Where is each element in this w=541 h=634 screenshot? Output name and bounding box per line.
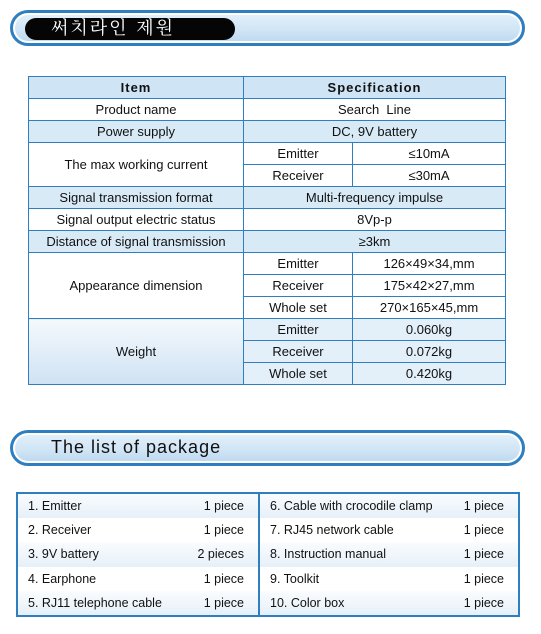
power-supply-value: DC, 9V battery: [244, 121, 506, 143]
weight-label: Weight: [29, 319, 244, 385]
item-name: 2. Receiver: [28, 523, 92, 538]
row-weight-emitter: [29, 319, 506, 341]
list-item: [260, 518, 518, 542]
max-current-receiver-value: ≤30mA: [353, 165, 506, 187]
list-item: [18, 591, 258, 615]
max-current-emitter-label: Emitter: [244, 143, 353, 165]
item-qty: 1 piece: [463, 595, 504, 610]
max-current-emitter-value: ≤10mA: [353, 143, 506, 165]
list-item: [18, 494, 258, 518]
package-banner-title: The list of package: [51, 437, 222, 457]
row-power-supply: [29, 121, 506, 143]
item-qty: 1 piece: [463, 571, 504, 586]
item-name: 10. Color box: [270, 595, 345, 610]
list-item: [18, 518, 258, 542]
package-banner: [10, 430, 525, 466]
package-column-right: [260, 494, 518, 615]
signal-output-value: 8Vp-p: [244, 209, 506, 231]
appearance-emitter-value: 126×49×34,mm: [353, 253, 506, 275]
signal-distance-value: ≥3km: [244, 231, 506, 253]
appearance-label: Appearance dimension: [29, 253, 244, 319]
item-name: 4. Earphone: [28, 571, 97, 586]
item-qty: 1 piece: [203, 523, 244, 538]
item-name: 6. Cable with crocodile clamp: [270, 499, 433, 513]
row-max-current-emitter: [29, 143, 506, 165]
appearance-whole-label: Whole set: [244, 297, 353, 319]
package-list: [16, 492, 520, 617]
row-signal-format: [29, 187, 506, 209]
max-current-label: The max working current: [29, 143, 244, 187]
item-qty: 1 piece: [463, 547, 504, 562]
item-name: 5. RJ11 telephone cable: [28, 595, 162, 610]
item-qty: 1 piece: [203, 595, 244, 610]
item-qty: 1 piece: [203, 499, 244, 513]
item-qty: 1 piece: [463, 499, 504, 513]
item-name: 3. 9V battery: [28, 547, 99, 562]
header-item: Item: [29, 77, 244, 99]
signal-format-label: Signal transmission format: [29, 187, 244, 209]
list-item: [260, 494, 518, 518]
item-qty: 1 piece: [203, 571, 244, 586]
list-item: [260, 567, 518, 591]
item-name: 7. RJ45 network cable: [270, 523, 394, 538]
spec-banner: [10, 10, 525, 46]
appearance-receiver-value: 175×42×27,mm: [353, 275, 506, 297]
weight-whole-value: 0.420kg: [353, 363, 506, 385]
row-appearance-emitter: [29, 253, 506, 275]
row-product-name: [29, 99, 506, 121]
item-qty: 1 piece: [463, 523, 504, 538]
row-signal-output: [29, 209, 506, 231]
item-name: 9. Toolkit: [270, 571, 320, 586]
spec-table: [28, 76, 506, 385]
row-signal-distance: [29, 231, 506, 253]
list-item: [18, 567, 258, 591]
spec-header-row: [29, 77, 506, 99]
item-name: 1. Emitter: [28, 499, 82, 513]
signal-format-value: Multi-frequency impulse: [244, 187, 506, 209]
spec-banner-title: 써치라인 제원: [25, 18, 235, 40]
weight-receiver-value: 0.072kg: [353, 341, 506, 363]
list-item: [260, 542, 518, 566]
max-current-receiver-label: Receiver: [244, 165, 353, 187]
product-name-label: Product name: [29, 99, 244, 121]
weight-emitter-value: 0.060kg: [353, 319, 506, 341]
header-specification: Specification: [244, 77, 506, 99]
package-column-left: [18, 494, 260, 615]
appearance-receiver-label: Receiver: [244, 275, 353, 297]
list-item: [18, 542, 258, 566]
weight-whole-label: Whole set: [244, 363, 353, 385]
list-item: [260, 591, 518, 615]
appearance-emitter-label: Emitter: [244, 253, 353, 275]
product-name-value: Search Line: [244, 99, 506, 121]
item-name: 8. Instruction manual: [270, 547, 387, 562]
appearance-whole-value: 270×165×45,mm: [353, 297, 506, 319]
signal-distance-label: Distance of signal transmission: [29, 231, 244, 253]
signal-output-label: Signal output electric status: [29, 209, 244, 231]
power-supply-label: Power supply: [29, 121, 244, 143]
weight-receiver-label: Receiver: [244, 341, 353, 363]
weight-emitter-label: Emitter: [244, 319, 353, 341]
item-qty: 2 pieces: [197, 547, 244, 562]
